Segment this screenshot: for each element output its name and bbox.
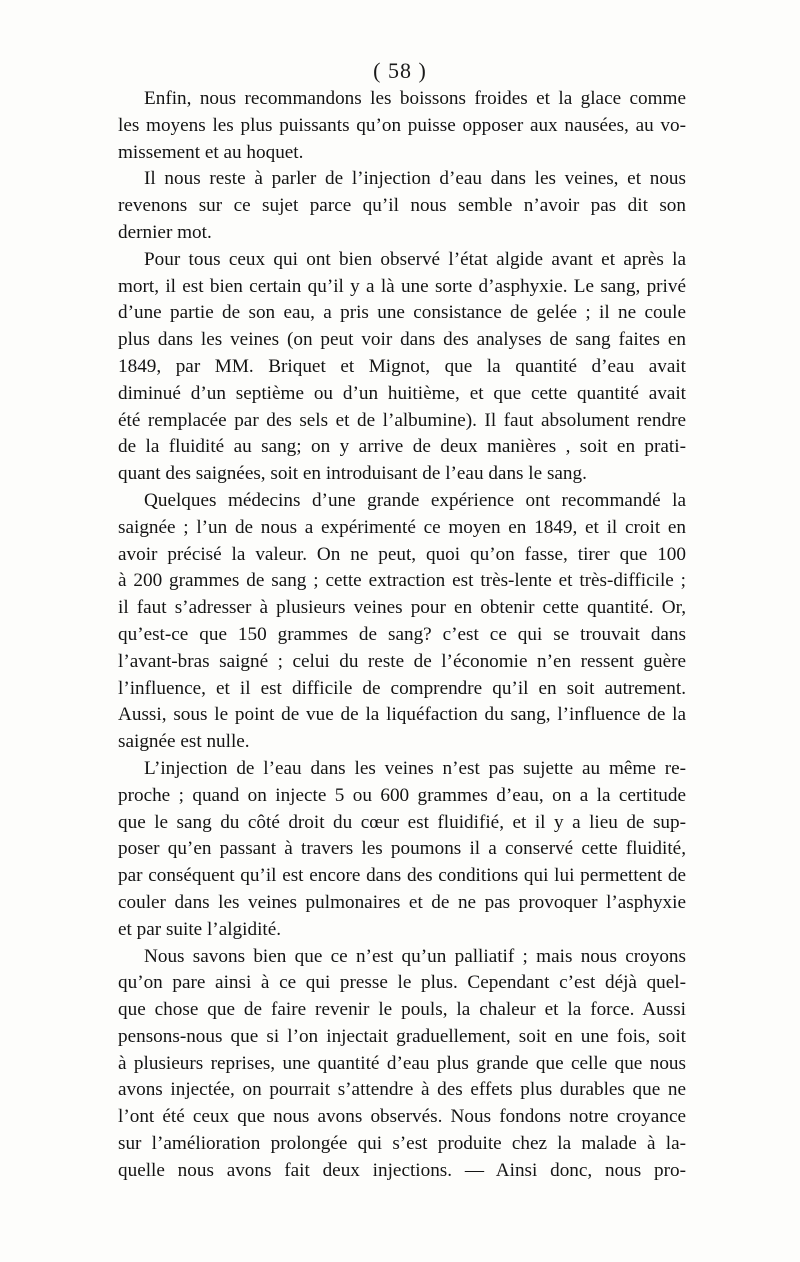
text-line: plus dans les veines (on peut voir dans des analyses de sang faites en — [118, 329, 686, 351]
text-line: quelle nous avons fait deux injections. — Ainsi donc, nous pro- — [118, 1159, 686, 1181]
text-line: d’une partie de son eau, a pris une consistance de gelée ; il ne coule — [118, 302, 686, 324]
text-line: pensons-nous que si l’on injectait graduellement, soit en une fois, soit — [118, 1025, 686, 1047]
text-line: revenons sur ce sujet parce qu’il nous semble n’avoir pas dit son — [118, 195, 686, 217]
text-line: 1849, par MM. Briquet et Mignot, que la quantité d’eau avait — [118, 355, 686, 377]
text-line: Quelques médecins d’une grande expérience ont recommandé la — [144, 489, 686, 511]
text-line: saignée est nulle. — [118, 731, 250, 753]
text-line: l’avant-bras saigné ; celui du reste de l’économie n’en ressent guère — [118, 650, 686, 672]
body-text — [118, 86, 686, 1185]
text-line: couler dans les veines pulmonaires et de ne pas provoquer l’asphyxie — [118, 891, 686, 913]
text-line: dernier mot. — [118, 221, 212, 243]
text-line: quant des saignées, soit en introduisant de l’eau dans le sang. — [118, 463, 587, 485]
page-number: ( 58 ) — [373, 58, 427, 83]
paragraph-6 — [118, 944, 686, 1185]
text-line: de la fluidité au sang; on y arrive de deux manières , soit en prati- — [118, 436, 686, 458]
text-line: Enfin, nous recommandons les boissons froides et la glace comme — [144, 88, 686, 109]
text-line: poser qu’en passant à travers les poumons il a conservé cette fluidité, — [118, 838, 686, 860]
text-line: L’injection de l’eau dans les veines n’est pas sujette au même re- — [144, 757, 686, 779]
text-line: diminué d’un septième ou d’un huitième, et que cette quantité avait — [118, 382, 686, 404]
text-line: il faut s’adresser à plusieurs veines pour en obtenir cette quantité. Or, — [118, 597, 686, 619]
text-line: l’ont été ceux que nous avons observés. Nous fondons notre croyance — [118, 1106, 686, 1128]
text-line: que le sang du côté droit du cœur est fluidifié, et il y a lieu de sup- — [118, 811, 686, 833]
text-line: été remplacée par des sels et de l’albumine). Il faut absolument rendre — [118, 409, 686, 431]
text-line: Nous savons bien que ce n’est qu’un palliatif ; mais nous croyons — [144, 945, 686, 967]
text-line: Il nous reste à parler de l’injection d’eau dans les veines, et nous — [144, 168, 686, 190]
text-line: par conséquent qu’il est encore dans des conditions qui lui permettent de — [118, 865, 686, 887]
text-line: sur l’amélioration prolongée qui s’est produite chez la malade à la- — [118, 1133, 686, 1155]
text-line: saignée ; l’un de nous a expérimenté ce moyen en 1849, et il croit en — [118, 516, 686, 538]
paragraph-4 — [118, 488, 686, 756]
paragraph-3 — [118, 247, 686, 488]
text-line: qu’est-ce que 150 grammes de sang? c’est ce qui se trouvait dans — [118, 623, 686, 645]
text-line: avons injectée, on pourrait s’attendre à des effets plus durables que ne — [118, 1079, 686, 1101]
paragraph-5 — [118, 756, 686, 944]
text-line: Pour tous ceux qui ont bien observé l’état algide avant et après la — [144, 248, 686, 270]
text-line: avoir précisé la valeur. On ne peut, quoi qu’on fasse, tirer que 100 — [118, 543, 686, 565]
text-line: qu’on pare ainsi à ce qui presse le plus. Cependant c’est déjà quel- — [118, 972, 686, 994]
text-line: et par suite l’algidité. — [118, 918, 282, 940]
text-line: l’influence, et il est difficile de comprendre qu’il en soit autrement. — [118, 677, 686, 699]
text-line: que chose que de faire revenir le pouls, la chaleur et la force. Aussi — [118, 999, 686, 1021]
text-line: mort, il est bien certain qu’il y a là une sorte d’asphyxie. Le sang, privé — [118, 275, 686, 297]
text-line: à 200 grammes de sang ; cette extraction est très-lente et très-difficile ; — [118, 570, 686, 592]
text-line: proche ; quand on injecte 5 ou 600 grammes d’eau, on a la certitude — [118, 784, 686, 806]
paragraph-1 — [118, 86, 686, 166]
text-line: Aussi, sous le point de vue de la liquéfaction du sang, l’influence de la — [118, 704, 686, 726]
text-line: à plusieurs reprises, une quantité d’eau plus grande que celle que nous — [118, 1052, 686, 1074]
paragraph-2 — [118, 166, 686, 246]
text-line: les moyens les plus puissants qu’on puisse opposer aux nausées, au vo- — [118, 114, 686, 136]
text-line: missement et au hoquet. — [118, 141, 304, 163]
